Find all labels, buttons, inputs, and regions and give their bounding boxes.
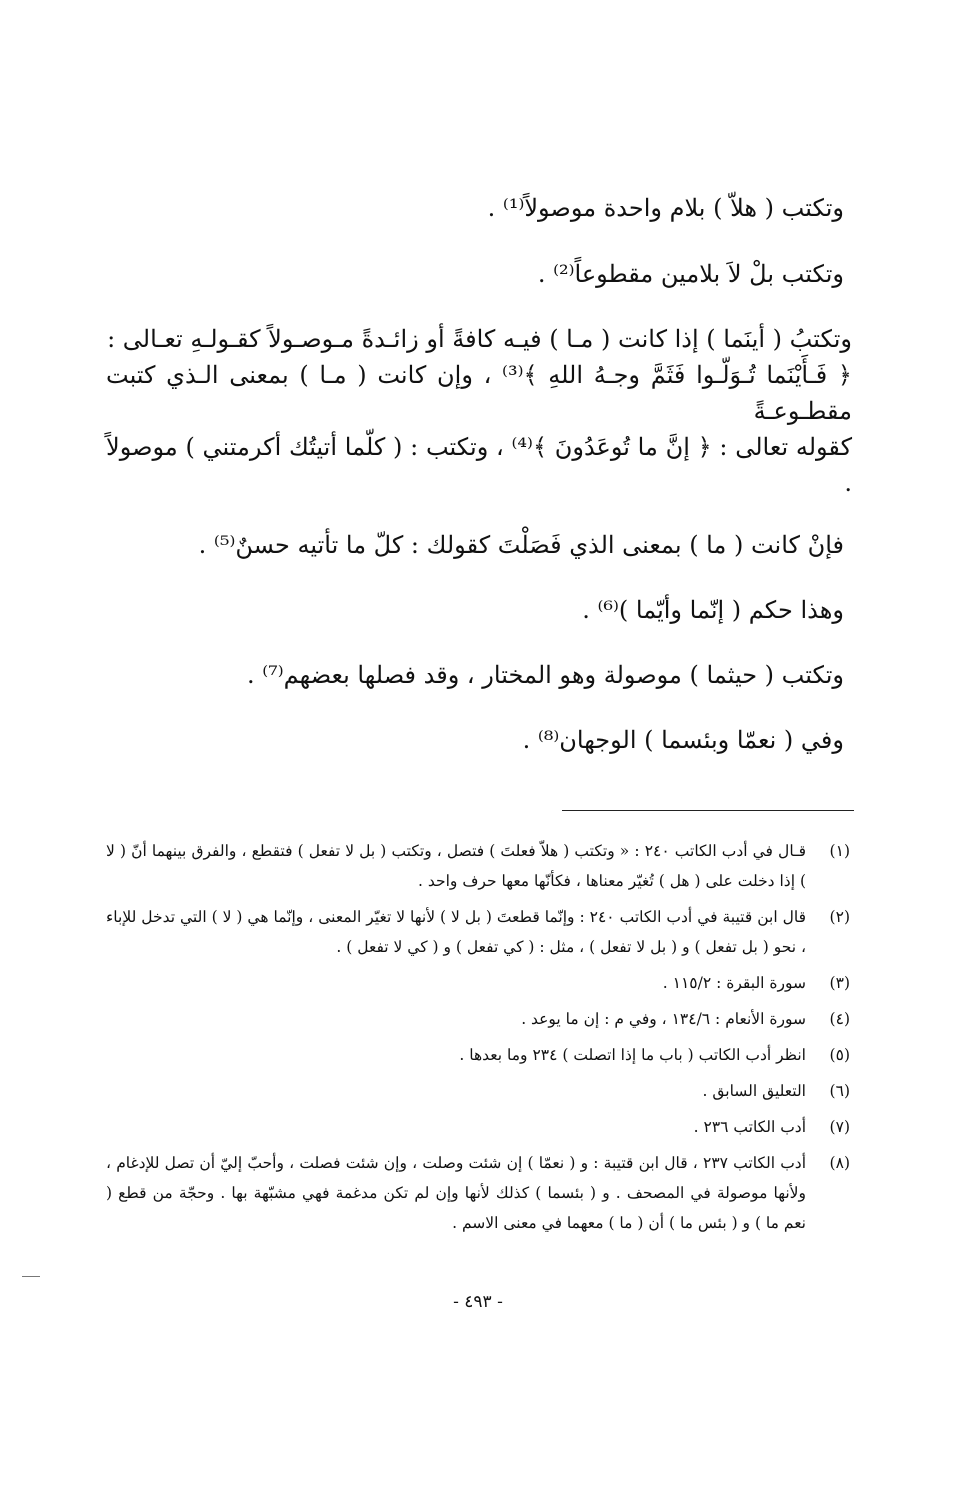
footnote-text: انظر أدب الكاتب ( باب ما إذا اتصلت ) ٢٣٤ وما بعدها . (459, 1046, 806, 1064)
footnote-number: (٦) (829, 1082, 850, 1100)
footnote-text: سورة الأنعام : ١٣٤/٦ ، وفي م : إن ما يوعد . (521, 1010, 806, 1028)
footnote-number: (٢) (829, 908, 850, 926)
paragraph-1 (106, 190, 844, 226)
paragraph-2 (106, 256, 844, 292)
footnote-text: أدب الكاتب ٢٣٧ ، قال ابن قتيبة : و ( نعمّا ) إن شئت وصلت ، وإن شئت فصلت ، وأحبّ إليّ أن تصل للإدغام ، ولأنها موصولة في المصحف . و ( بئسما ) كذلك لأنها وإن لم تكن مدغمة فهي مشبّهة بها . وحجّة من قطع ( نعم ما ) و ( بئس ما ) أن ( ما ) معهما في معنى الاسم . (106, 1154, 807, 1232)
scan-edge-mark (22, 1276, 40, 1277)
paragraph-5-text: وهذا حكم ( إنّما وأيّما )⁽⁶⁾ . (582, 596, 844, 624)
paragraph-3-line-2: ﴿ فَـأَيْنَما تُـوَلّـوا فَثَمَّ وجـهُ اللهِ ﴾⁽³⁾ ، وإن كانت ( مـا ) بمعنى الـذي كتبت مقطـوعـةً (106, 361, 852, 425)
footnote-3 (106, 968, 850, 998)
paragraph-3 (106, 321, 852, 501)
footnotes (106, 836, 850, 1244)
footnote-number: (٣) (829, 974, 850, 992)
footnote-8 (106, 1148, 850, 1238)
footnote-number: (٤) (829, 1010, 850, 1028)
footnote-number: (٥) (829, 1046, 850, 1064)
footnote-4 (106, 1004, 850, 1034)
paragraph-4 (106, 527, 844, 563)
paragraph-6-text: وتكتب ( حيثما ) موصولة وهو المختار ، وقد فصلها بعضهم⁽⁷⁾ . (247, 661, 844, 689)
footnote-number: (١) (829, 842, 850, 860)
footnote-2 (106, 902, 850, 962)
footnote-number: (٨) (829, 1154, 850, 1172)
footnote-1 (106, 836, 850, 896)
paragraph-3-line-1: وتكتبُ ( أينَما ) إذا كانت ( مـا ) فيـه كافةً أو زائـدةً مـوصـولاً كقـولـهِ تعـالى : (107, 325, 852, 353)
main-text (106, 190, 852, 758)
footnote-text: التعليق السابق . (702, 1082, 806, 1100)
footnote-text: أدب الكاتب ٢٣٦ . (693, 1118, 806, 1136)
paragraph-1-text: وتكتب ( هلاّ ) بلام واحدة موصولاً⁽¹⁾ . (487, 194, 844, 222)
paragraph-5 (106, 592, 844, 628)
footnote-text: قـال في أدب الكاتب ٢٤٠ : « وتكتب ( هلاّ فعلتَ ) فتصل ، وتكتب ( بل لا تفعل ) فتقطع ، والفرق بينهما أنّ ( لا ) إذا دخلت على ( هل ) تُغيّر معناها ، فكأنّها معها حرف واحد . (106, 842, 806, 890)
footnote-text: سورة البقرة : ١١٥/٢ . (662, 974, 806, 992)
paragraph-7 (106, 722, 844, 758)
paragraph-2-text: وتكتب بلْ لاَ بلامين مقطوعاً⁽²⁾ . (537, 260, 844, 288)
footnote-number: (٧) (829, 1118, 850, 1136)
paragraph-6 (106, 657, 844, 693)
paragraph-4-text: فإنْ كانت ( ما ) بمعنى الذي فَصَلْتَ كقولك : كلّ ما تأتيه حسنٌ⁽⁵⁾ . (198, 531, 844, 559)
footnote-5 (106, 1040, 850, 1070)
paragraph-3-line-3: كقوله تعالى : ﴿ إنَّ ما تُوعَدُونَ ﴾⁽⁴⁾ ، وتكتب : ( كلّما أتيتُك أكرمتني ) موصولاً . (106, 433, 852, 497)
paragraph-7-text: وفي ( نعمّا وبئسما ) الوجهان⁽⁸⁾ . (522, 726, 844, 754)
page-number: - ٤٩٣ - (453, 1292, 503, 1312)
footnote-7 (106, 1112, 850, 1142)
footnote-text: قال ابن قتيبة في أدب الكاتب ٢٤٠ : وإنّما قطعتَ ( بل لا ) لأنها لا تغيّر المعنى ، وإنّما هي ( لا ) التي تدخل للإباء ، نحو ( بل تفعل ) و ( بل لا تفعل ) ، مثل : ( كي تفعل ) و ( كي لا تفعل ) . (106, 908, 806, 956)
footnote-separator (562, 810, 854, 811)
footnote-6 (106, 1076, 850, 1106)
